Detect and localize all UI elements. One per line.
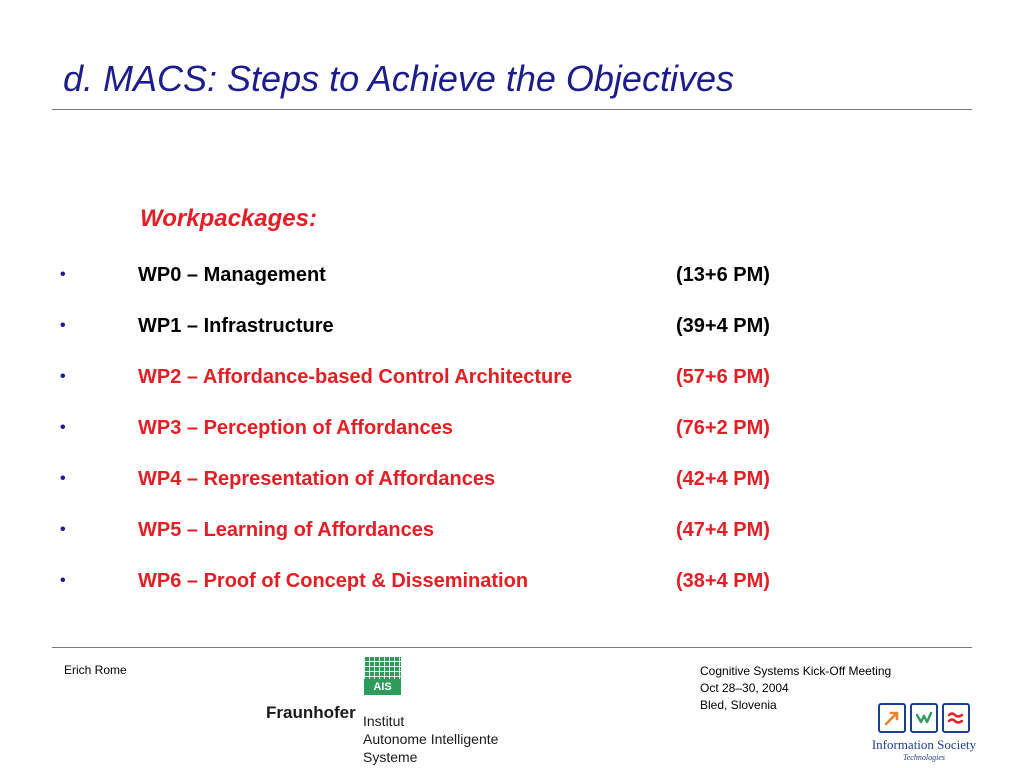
workpackage-name: WP4 – Representation of Affordances (138, 468, 496, 490)
workpackage-name: WP3 – Perception of Affordances (138, 417, 453, 439)
workpackage-name: WP0 – Management (138, 264, 326, 286)
institute-line-2: Autonome Intelligente (363, 731, 499, 747)
workpackage-effort: (39+4 PM) (676, 315, 770, 337)
ist-wave-icon (910, 703, 938, 733)
workpackage-effort: (42+4 PM) (676, 468, 770, 490)
slide-title: d. MACS: Steps to Achieve the Objectives (63, 58, 734, 99)
bullet-icon: • (60, 470, 66, 487)
ist-logo-text: Information Society (871, 737, 977, 752)
bullet-icon: • (60, 521, 66, 538)
ist-logo (862, 700, 986, 764)
title-divider (52, 109, 972, 110)
fraunhofer-name: Fraunhofer (266, 703, 356, 722)
bullet-icon: • (60, 419, 66, 436)
workpackage-effort: (57+6 PM) (676, 366, 770, 388)
workpackage-effort: (76+2 PM) (676, 417, 770, 439)
ist-waves-icon (942, 703, 970, 733)
workpackage-item-wp0 (0, 262, 1024, 313)
fraunhofer-grid-icon (364, 657, 401, 679)
workpackage-name: WP5 – Learning of Affordances (138, 519, 434, 541)
workpackage-effort: (38+4 PM) (676, 570, 770, 592)
workpackage-name: WP2 – Affordance-based Control Architecture (138, 366, 573, 388)
footer-divider (52, 647, 972, 648)
workpackage-effort: (47+4 PM) (676, 519, 770, 541)
meeting-location: Bled, Slovenia (700, 698, 777, 712)
ais-badge: AIS (364, 679, 401, 695)
meeting-name: Cognitive Systems Kick-Off Meeting (700, 664, 892, 678)
workpackage-list (0, 262, 1024, 619)
workpackage-item-wp5 (0, 517, 1024, 568)
workpackage-effort: (13+6 PM) (676, 264, 770, 286)
bullet-icon: • (60, 266, 66, 283)
bullet-icon: • (60, 572, 66, 589)
footer-author: Erich Rome (64, 663, 127, 677)
meeting-date: Oct 28–30, 2004 (700, 681, 789, 695)
institute-line-3: Systeme (363, 749, 418, 765)
workpackage-item-wp2 (0, 364, 1024, 415)
ist-logo-boxes (878, 700, 970, 734)
institute-name (363, 712, 498, 766)
bullet-icon: • (60, 317, 66, 334)
ist-arrow-icon (878, 703, 906, 733)
workpackage-item-wp1 (0, 313, 1024, 364)
institute-line-1: Institut (363, 713, 405, 729)
workpackage-item-wp3 (0, 415, 1024, 466)
workpackage-name: WP1 – Infrastructure (138, 315, 334, 337)
workpackages-heading: Workpackages: (140, 205, 317, 232)
workpackage-item-wp6 (0, 568, 1024, 619)
ist-logo-subtext: Technologies (903, 753, 945, 762)
workpackage-name: WP6 – Proof of Concept & Dissemination (138, 570, 529, 592)
bullet-icon: • (60, 368, 66, 385)
workpackage-item-wp4 (0, 466, 1024, 517)
